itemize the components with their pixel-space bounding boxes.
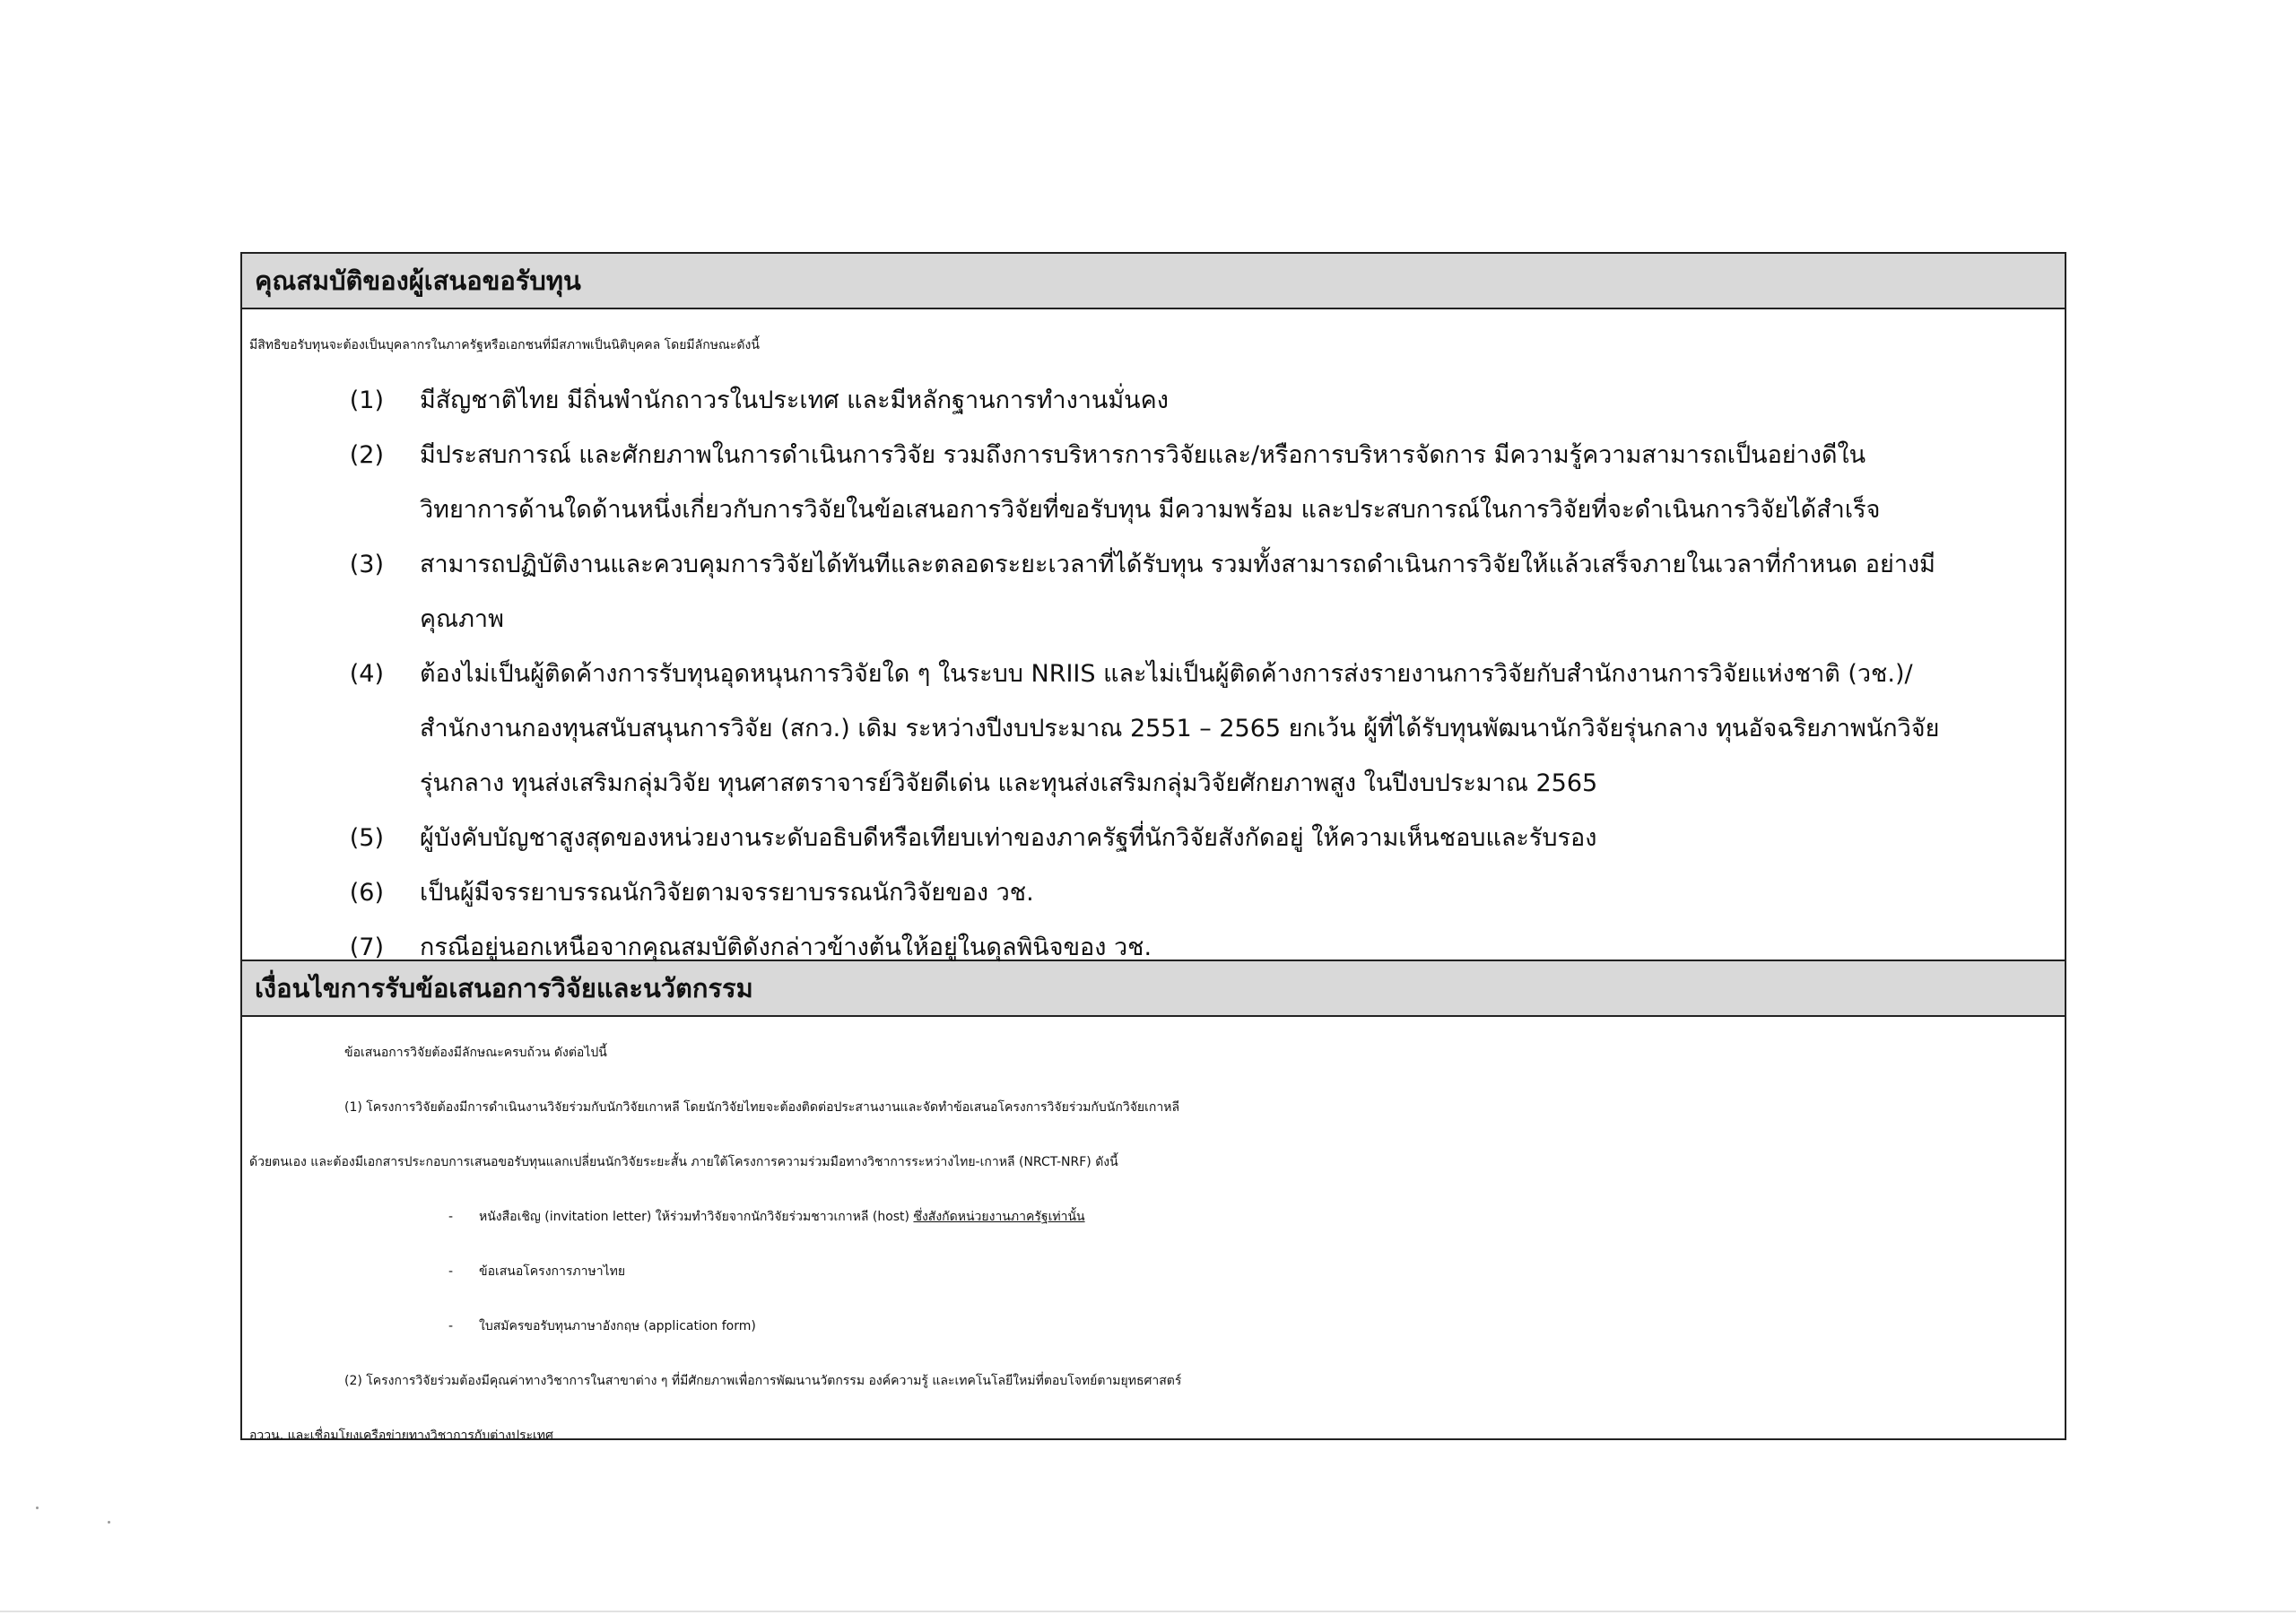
qualification-item [249, 647, 2057, 811]
item-text [420, 647, 2057, 811]
item-number: (5) [349, 824, 384, 852]
qualification-item [249, 537, 2057, 647]
qualification-item [249, 920, 2057, 975]
condition-1-line-1: (1) โครงการวิจัยต้องมีการดำเนินงานวิจัยร่วมกับนักวิจัยเกาหลี โดยนักวิจัยไทยจะต้องติดต่อประสานงานและจัดทำข้อเสนอโครงการวิจัยร่วมกับนักวิจัยเกาหลี [344, 1100, 1180, 1115]
criteria-table [240, 252, 2066, 1443]
condition-2-line-1: (2) โครงการวิจัยร่วมต้องมีคุณค่าทางวิชาการในสาขาต่าง ๆ ที่มีศักยภาพเพื่อการพัฒนานวัตกรรม องค์ความรู้ และเทคโนโลยีใหม่ที่ตอบโจทย์ตามยุทธศาสตร์ [344, 1374, 1182, 1388]
item-text [420, 865, 2057, 920]
item-line: กรณีอยู่นอกเหนือจากคุณสมบัติดังกล่าวข้างต้นให้อยู่ในดุลพินิจของ วช. [420, 934, 1152, 961]
section-header-qualifications [242, 254, 2065, 309]
condition-2-line-2: อววน. และเชื่อมโยงเครือข่ายทางวิชาการกับต่างประเทศ [249, 1429, 553, 1443]
bullet-dash: - [448, 1210, 454, 1224]
qualifications-intro: มีสิทธิขอรับทุนจะต้องเป็นบุคลากรในภาครัฐหรือเอกชนที่มีสภาพเป็นนิติบุคคล โดยมีลักษณะดังนี้ [249, 338, 760, 352]
bullet-dash: - [448, 1264, 454, 1279]
item-line: สามารถปฏิบัติงานและควบคุมการวิจัยได้ทันทีและตลอดระยะเวลาที่ได้รับทุน รวมทั้งสามารถดำเนินการวิจัยให้แล้วเสร็จภายในเวลาที่กำหนด อย่างมี [420, 551, 1935, 578]
item-line: เป็นผู้มีจรรยาบรรณนักวิจัยตามจรรยาบรรณนักวิจัยของ วช. [420, 879, 1034, 907]
qualification-item [249, 373, 2057, 428]
bullet-underlined-text: ซึ่งสังกัดหน่วยงานภาครัฐเท่านั้น [913, 1210, 1085, 1224]
bullet-text: ใบสมัครขอรับทุนภาษาอังกฤษ (application form) [479, 1319, 756, 1333]
item-line: มีประสบการณ์ และศักยภาพในการดำเนินการวิจัย รวมถึงการบริหารการวิจัยและ/หรือการบริหารจัดการ มีความรู้ความสามารถเป็นอย่างดีใน [420, 441, 1866, 469]
document-bullet-thai-proposal [249, 1245, 2057, 1299]
item-line: รุ่นกลาง ทุนส่งเสริมกลุ่มวิจัย ทุนศาสตราจารย์วิจัยดีเด่น และทุนส่งเสริมกลุ่มวิจัยศักยภาพสูง ในปีงบประมาณ 2565 [420, 769, 1598, 797]
section-title-conditions: เงื่อนไขการรับข้อเสนอการวิจัยและนวัตกรรม [255, 973, 753, 1003]
item-line: ผู้บังคับบัญชาสูงสุดของหน่วยงานระดับอธิบดีหรือเทียบเท่าของภาครัฐที่นักวิจัยสังกัดอยู่ ให้ความเห็นชอบและรับรอง [420, 824, 1597, 852]
bullet-text: หนังสือเชิญ (invitation letter) ให้ร่วมทำวิจัยจากนักวิจัยร่วมชาวเกาหลี (host) [479, 1210, 914, 1224]
item-number: (4) [349, 660, 384, 688]
qualification-item [249, 865, 2057, 920]
item-text [420, 373, 2057, 428]
scan-speck [108, 1521, 110, 1524]
conditions-body [242, 1017, 2065, 1443]
qualification-item [249, 428, 2057, 537]
item-line: มีสัญชาติไทย มีถิ่นพำนักถาวรในประเทศ และมีหลักฐานการทำงานมั่นคง [420, 386, 1169, 414]
document-bullet-invitation [249, 1190, 2057, 1245]
item-line: คุณภาพ [420, 605, 504, 633]
section-title-qualifications: คุณสมบัติของผู้เสนอขอรับทุน [255, 265, 581, 296]
document-bullet-application-form [249, 1299, 2057, 1354]
item-text [420, 428, 2057, 537]
scan-speck [36, 1507, 39, 1509]
item-number: (7) [349, 934, 384, 961]
item-text [420, 920, 2057, 975]
bullet-text: ข้อเสนอโครงการภาษาไทย [479, 1264, 626, 1279]
item-number: (6) [349, 879, 384, 907]
item-number: (3) [349, 551, 384, 578]
qualification-item [249, 811, 2057, 865]
item-line: สำนักงานกองทุนสนับสนุนการวิจัย (สกว.) เดิม ระหว่างปีงบประมาณ 2551 – 2565 ยกเว้น ผู้ที่ได้รับทุนพัฒนานักวิจัยรุ่นกลาง ทุนอัจฉริยภาพนักวิจัย [420, 715, 1940, 743]
qualifications-body [242, 309, 2065, 961]
item-text [420, 811, 2057, 865]
item-line: ต้องไม่เป็นผู้ติดค้างการรับทุนอุดหนุนการวิจัยใด ๆ ในระบบ NRIIS และไม่เป็นผู้ติดค้างการส่งรายงานการวิจัยกับสำนักงานการวิจัยแห่งชาติ (วช.)/ [420, 660, 1913, 688]
scan-edge-line [0, 1611, 2296, 1612]
item-number: (2) [349, 441, 384, 469]
conditions-intro: ข้อเสนอการวิจัยต้องมีลักษณะครบถ้วน ดังต่อไปนี้ [344, 1046, 607, 1060]
item-line: วิทยาการด้านใดด้านหนึ่งเกี่ยวกับการวิจัยในข้อเสนอการวิจัยที่ขอรับทุน มีความพร้อม และประสบการณ์ในการวิจัยที่จะดำเนินการวิจัยได้สำเร็จ [420, 496, 1881, 524]
bullet-dash: - [448, 1319, 454, 1333]
condition-1-line-2: ด้วยตนเอง และต้องมีเอกสารประกอบการเสนอขอรับทุนแลกเปลี่ยนนักวิจัยระยะสั้น ภายใต้โครงการความร่วมมือทางวิชาการระหว่างไทย-เกาหลี (NRCT-NRF) ดังนี้ [249, 1155, 1118, 1169]
item-text [420, 537, 2057, 647]
item-number: (1) [349, 386, 384, 414]
